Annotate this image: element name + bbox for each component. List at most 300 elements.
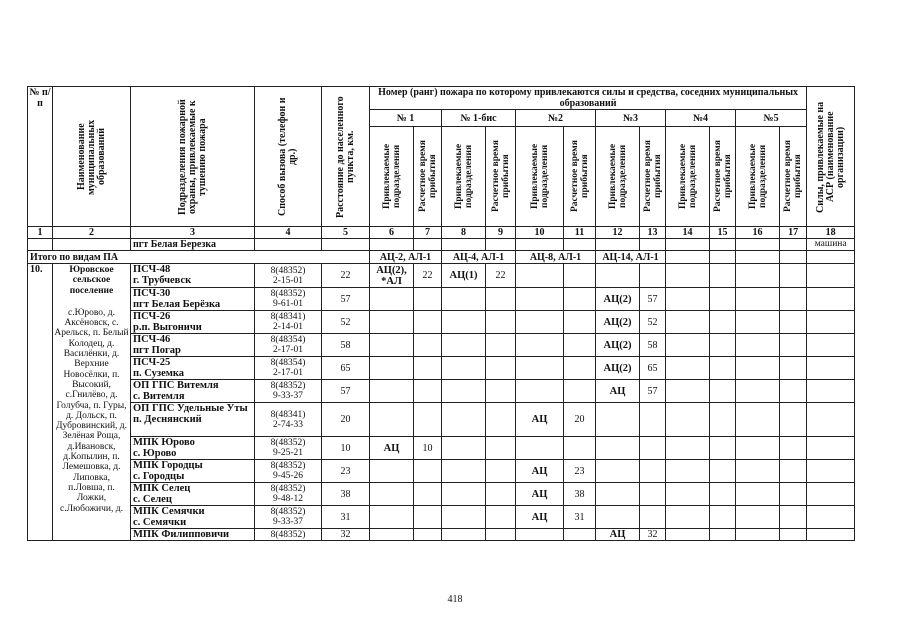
- table-row: [28, 529, 855, 541]
- distance-cell: 32: [322, 529, 370, 541]
- time-cell: [564, 311, 596, 334]
- phone-number: 2-15-01: [272, 275, 304, 286]
- time-cell: [414, 311, 442, 334]
- col-num: 11: [564, 227, 596, 239]
- empty-cell: [780, 311, 807, 334]
- time-cell: [564, 357, 596, 380]
- time-cell: [564, 437, 596, 460]
- sub-time-r5: Расчетное время прибытия: [780, 127, 807, 227]
- table-row: [28, 403, 855, 437]
- empty-cell: [666, 357, 710, 380]
- forces-cell: [807, 506, 855, 529]
- units-cell: АЦ: [516, 506, 564, 529]
- units-cell: АЦ(2): [596, 334, 640, 357]
- call-method-cell: [255, 403, 322, 437]
- units-cell: [370, 380, 414, 403]
- units-cell: АЦ: [596, 529, 640, 541]
- time-cell: 52: [640, 311, 666, 334]
- prev-forces: машина: [807, 239, 855, 251]
- units-cell: [370, 529, 414, 541]
- units-cell: [442, 334, 486, 357]
- unit-cell: [131, 380, 255, 403]
- empty-cell: [736, 334, 780, 357]
- phone-number: 9-61-01: [272, 299, 304, 309]
- time-cell: 58: [640, 334, 666, 357]
- empty-cell: [666, 380, 710, 403]
- col-num: 5: [322, 227, 370, 239]
- units-cell: [370, 334, 414, 357]
- empty-cell: [710, 288, 736, 311]
- units-cell: [516, 334, 564, 357]
- empty-cell: [710, 380, 736, 403]
- units-cell: [596, 483, 640, 506]
- col-num: 15: [710, 227, 736, 239]
- phone-code: 8(48352): [270, 438, 306, 448]
- call-method-cell: [255, 380, 322, 403]
- forces-cell: [807, 311, 855, 334]
- rank-2: №2: [516, 110, 596, 127]
- units-cell: [516, 529, 564, 541]
- forces-cell: [807, 460, 855, 483]
- time-cell: 38: [564, 483, 596, 506]
- units-cell: АЦ(1): [442, 264, 486, 288]
- unit-location: п. Суземка: [133, 368, 185, 379]
- units-cell: [596, 506, 640, 529]
- phone-code: 8(48352): [270, 381, 306, 391]
- col-num: 14: [666, 227, 710, 239]
- units-cell: [516, 264, 564, 288]
- unit-cell: [131, 311, 255, 334]
- unit-location: р.п. Выгоничи: [133, 322, 202, 333]
- time-cell: 20: [564, 403, 596, 437]
- phone-code: 8(48352): [270, 529, 306, 540]
- header-num: № п/п: [28, 87, 53, 227]
- call-method-cell: [255, 288, 322, 311]
- distance-cell: 52: [322, 311, 370, 334]
- units-cell: [442, 357, 486, 380]
- units-cell: АЦ: [516, 460, 564, 483]
- unit-name: МПК Городцы: [133, 460, 203, 471]
- time-cell: [486, 357, 516, 380]
- col-num: 13: [640, 227, 666, 239]
- unit-location: пгт Погар: [133, 345, 181, 356]
- empty-cell: [666, 483, 710, 506]
- forces-cell: [807, 357, 855, 380]
- phone-code: 8(48352): [270, 289, 306, 299]
- unit-name: ОП ГПС Удельные Уты: [133, 403, 248, 414]
- empty-cell: [780, 357, 807, 380]
- fire-rank-table: [27, 86, 855, 541]
- time-cell: [414, 288, 442, 311]
- header-rank-title: Номер (ранг) пожара по которому привлекаются силы и средства, соседних муниципальных образований: [370, 87, 807, 110]
- empty-cell: [780, 334, 807, 357]
- empty-cell: [736, 506, 780, 529]
- rank-3: №3: [596, 110, 666, 127]
- empty-cell: [736, 288, 780, 311]
- units-cell: [370, 403, 414, 437]
- units-cell: [442, 529, 486, 541]
- units-cell: АЦ: [596, 380, 640, 403]
- distance-cell: 65: [322, 357, 370, 380]
- empty-cell: [710, 460, 736, 483]
- sub-time-r4: Расчетное время прибытия: [710, 127, 736, 227]
- col-num: 1: [28, 227, 53, 239]
- empty-cell: [710, 437, 736, 460]
- phone-code: 8(48352): [270, 461, 306, 471]
- time-cell: 22: [414, 264, 442, 288]
- unit-location: с. Семячки: [133, 517, 187, 528]
- rank-5: №5: [736, 110, 807, 127]
- time-cell: [486, 403, 516, 437]
- phone-number: 2-17-01: [272, 368, 304, 378]
- call-method-cell: [255, 357, 322, 380]
- time-cell: [486, 460, 516, 483]
- empty-cell: [736, 380, 780, 403]
- units-cell: АЦ: [516, 483, 564, 506]
- forces-cell: [807, 403, 855, 437]
- totals-r2: АЦ-8, АЛ-1: [516, 251, 596, 264]
- sub-units-r3: Привлекаемые подразделения: [596, 127, 640, 227]
- phone-number: 9-45-26: [272, 471, 304, 481]
- table-row: [28, 506, 855, 529]
- call-method-cell: [255, 264, 322, 288]
- unit-cell: [131, 483, 255, 506]
- phone-code: 8(48341): [270, 312, 306, 322]
- totals-r3: АЦ-14, АЛ-1: [596, 251, 666, 264]
- time-cell: [564, 380, 596, 403]
- rank-4: №4: [666, 110, 736, 127]
- units-cell: [596, 460, 640, 483]
- totals-row: [28, 251, 855, 264]
- call-method-cell: [255, 460, 322, 483]
- empty-cell: [666, 506, 710, 529]
- forces-cell: [807, 264, 855, 288]
- empty-cell: [736, 264, 780, 288]
- sub-time-r2: Расчетное время прибытия: [564, 127, 596, 227]
- units-cell: АЦ(2): [596, 357, 640, 380]
- forces-cell: [807, 483, 855, 506]
- time-cell: 10: [414, 437, 442, 460]
- empty-cell: [666, 529, 710, 541]
- rank-1-bis: № 1-бис: [442, 110, 516, 127]
- table-row: [28, 264, 855, 288]
- header-call-method: Способ вызова (телефон и др.): [255, 87, 322, 227]
- empty-cell: [736, 311, 780, 334]
- distance-cell: 58: [322, 334, 370, 357]
- empty-cell: [666, 334, 710, 357]
- municipality-number: 10.: [28, 264, 53, 541]
- time-cell: 31: [564, 506, 596, 529]
- table-row: [28, 460, 855, 483]
- column-number-row: [28, 227, 855, 239]
- time-cell: [486, 311, 516, 334]
- unit-location: г. Трубчевск: [133, 275, 192, 286]
- empty-cell: [710, 529, 736, 541]
- empty-cell: [736, 483, 780, 506]
- col-num: 16: [736, 227, 780, 239]
- phone-number: 2-17-01: [272, 345, 304, 355]
- time-cell: 65: [640, 357, 666, 380]
- rank-1: № 1: [370, 110, 442, 127]
- sub-units-r2: Привлекаемые подразделения: [516, 127, 564, 227]
- empty-cell: [710, 311, 736, 334]
- table-row: [28, 437, 855, 460]
- empty-cell: [736, 529, 780, 541]
- empty-cell: [736, 357, 780, 380]
- time-cell: [640, 437, 666, 460]
- time-cell: [486, 506, 516, 529]
- time-cell: [414, 357, 442, 380]
- call-method-cell: [255, 437, 322, 460]
- totals-r1: АЦ-2, АЛ-1: [370, 251, 442, 264]
- empty-cell: [780, 460, 807, 483]
- units-cell: [516, 380, 564, 403]
- unit-cell: [131, 529, 255, 541]
- unit-name: МПК Юрово: [133, 437, 195, 448]
- empty-cell: [666, 403, 710, 437]
- units-cell: [516, 311, 564, 334]
- unit-name: ПСЧ-46: [133, 334, 171, 345]
- col-num: 6: [370, 227, 414, 239]
- sub-units-r1: Привлекаемые подразделения: [370, 127, 414, 227]
- header-forces: Силы, привлекаемые на АСР (наименование организации): [807, 87, 855, 227]
- time-cell: 22: [486, 264, 516, 288]
- empty-cell: [780, 264, 807, 288]
- col-num: 12: [596, 227, 640, 239]
- empty-cell: [710, 357, 736, 380]
- time-cell: [414, 334, 442, 357]
- col-num: 2: [53, 227, 131, 239]
- empty-cell: [736, 437, 780, 460]
- time-cell: [564, 288, 596, 311]
- unit-name: ПСЧ-26: [133, 311, 171, 322]
- unit-name: ПСЧ-25: [133, 357, 171, 368]
- unit-cell: [131, 403, 255, 437]
- time-cell: 57: [640, 288, 666, 311]
- phone-code: 8(48352): [270, 507, 306, 517]
- time-cell: [414, 460, 442, 483]
- empty-cell: [666, 437, 710, 460]
- municipality-name: Юровское сельское поселение: [69, 265, 114, 296]
- units-cell: [516, 288, 564, 311]
- col-num: 10: [516, 227, 564, 239]
- col-num: 3: [131, 227, 255, 239]
- distance-cell: 23: [322, 460, 370, 483]
- col-num: 8: [442, 227, 486, 239]
- sub-time-r3: Расчетное время прибытия: [640, 127, 666, 227]
- empty-cell: [666, 264, 710, 288]
- municipality-settlements: с.Юрово, д. Аксёновск, с. Арельск, п. Белый Колодец, д. Василёнки, д. Верхние Новосёлки, п. Высокий, с.Гнилёво, д. Голубча, п. Гуры, д. Дольск, п. Дубровинский, д. Зелёная Роща, д.Ивановск, д.Копылин, п. Лемешовка, д. Липовка, п.Ловша, п. Ложки, с.Любожичи, д.: [54, 307, 129, 514]
- empty-cell: [780, 380, 807, 403]
- units-cell: [370, 311, 414, 334]
- header-unit: Подразделения пожарной охраны, привлекаемые к тушению пожара: [131, 87, 255, 227]
- call-method-cell: [255, 334, 322, 357]
- empty-cell: [666, 288, 710, 311]
- distance-cell: 10: [322, 437, 370, 460]
- col-num: 17: [780, 227, 807, 239]
- empty-cell: [780, 403, 807, 437]
- phone-number: 2-74-33: [272, 419, 304, 430]
- units-cell: [442, 380, 486, 403]
- unit-location: с. Витемля: [133, 391, 185, 402]
- unit-cell: [131, 334, 255, 357]
- unit-name: ПСЧ-48: [133, 264, 171, 275]
- distance-cell: 31: [322, 506, 370, 529]
- time-cell: [486, 483, 516, 506]
- unit-location: п. Деснянский: [133, 414, 202, 425]
- units-cell: АЦ(2): [596, 311, 640, 334]
- prev-unit: пгт Белая Березка: [131, 239, 255, 251]
- units-cell: [596, 437, 640, 460]
- empty-cell: [666, 311, 710, 334]
- sub-units-r5: Привлекаемые подразделения: [736, 127, 780, 227]
- phone-code: 8(48352): [270, 484, 306, 494]
- empty-cell: [710, 483, 736, 506]
- call-method-cell: [255, 311, 322, 334]
- units-cell: [596, 403, 640, 437]
- phone-code: 8(48341): [270, 409, 306, 420]
- empty-cell: [710, 334, 736, 357]
- time-cell: [414, 483, 442, 506]
- time-cell: [486, 437, 516, 460]
- forces-cell: [807, 288, 855, 311]
- forces-cell: [807, 334, 855, 357]
- sub-time-r1: Расчетное время прибытия: [414, 127, 442, 227]
- unit-cell: [131, 264, 255, 288]
- phone-code: 8(48352): [270, 265, 306, 276]
- units-cell: [442, 437, 486, 460]
- unit-location: пгт Белая Берёзка: [133, 299, 221, 310]
- units-cell: [442, 483, 486, 506]
- distance-cell: 57: [322, 380, 370, 403]
- time-cell: [486, 529, 516, 541]
- sub-units-r4: Привлекаемые подразделения: [666, 127, 710, 227]
- phone-code: 8(48354): [270, 335, 306, 345]
- header-distance: Расстояние до населенного пункта, км.: [322, 87, 370, 227]
- unit-cell: [131, 437, 255, 460]
- table-row: [28, 380, 855, 403]
- call-method-cell: [255, 483, 322, 506]
- col-num: 4: [255, 227, 322, 239]
- phone-number: 9-48-12: [272, 494, 304, 504]
- col-num: 9: [486, 227, 516, 239]
- time-cell: 32: [640, 529, 666, 541]
- page-number: 418: [447, 594, 463, 605]
- unit-name: МПК Селец: [133, 483, 191, 494]
- units-cell: [516, 357, 564, 380]
- units-cell: АЦ(2), *АЛ: [370, 264, 414, 288]
- time-cell: [564, 264, 596, 288]
- unit-name: МПК Филипповичи: [133, 529, 230, 540]
- unit-name: ОП ГПС Витемля: [133, 380, 219, 391]
- totals-r1bis: АЦ-4, АЛ-1: [442, 251, 516, 264]
- unit-location: с. Юрово: [133, 448, 177, 459]
- empty-cell: [710, 506, 736, 529]
- time-cell: [640, 506, 666, 529]
- units-cell: [516, 437, 564, 460]
- distance-cell: 20: [322, 403, 370, 437]
- unit-cell: [131, 288, 255, 311]
- units-cell: [442, 288, 486, 311]
- table-row: [28, 288, 855, 311]
- phone-number: 9-33-37: [272, 517, 304, 527]
- unit-location: с. Городцы: [133, 471, 185, 482]
- table-row: [28, 311, 855, 334]
- units-cell: [442, 506, 486, 529]
- call-method-cell: [255, 529, 322, 541]
- sub-units-r1bis: Привлекаемые подразделения: [442, 127, 486, 227]
- fire-rank-table-sheet: [27, 86, 854, 541]
- time-cell: [564, 529, 596, 541]
- unit-cell: [131, 357, 255, 380]
- time-cell: [414, 529, 442, 541]
- sub-time-r1bis: Расчетное время прибытия: [486, 127, 516, 227]
- time-cell: 23: [564, 460, 596, 483]
- empty-cell: [666, 460, 710, 483]
- time-cell: [640, 403, 666, 437]
- phone-number: 2-14-01: [272, 322, 304, 332]
- empty-cell: [736, 460, 780, 483]
- empty-cell: [736, 403, 780, 437]
- empty-cell: [780, 288, 807, 311]
- municipality-cell: [53, 264, 131, 541]
- forces-cell: [807, 380, 855, 403]
- units-cell: [370, 357, 414, 380]
- phone-number: 9-33-37: [272, 391, 304, 401]
- units-cell: [370, 288, 414, 311]
- distance-cell: 57: [322, 288, 370, 311]
- forces-cell: [807, 529, 855, 541]
- forces-cell: [807, 437, 855, 460]
- units-cell: [442, 460, 486, 483]
- previous-row: [28, 239, 855, 251]
- col-num: 18: [807, 227, 855, 239]
- time-cell: [414, 380, 442, 403]
- phone-number: 9-25-21: [272, 448, 304, 458]
- phone-code: 8(48354): [270, 358, 306, 368]
- col-num: 7: [414, 227, 442, 239]
- time-cell: [486, 288, 516, 311]
- units-cell: АЦ: [370, 437, 414, 460]
- empty-cell: [780, 437, 807, 460]
- time-cell: [414, 506, 442, 529]
- time-cell: [640, 264, 666, 288]
- time-cell: [414, 403, 442, 437]
- empty-cell: [780, 529, 807, 541]
- units-cell: [442, 403, 486, 437]
- unit-location: с. Селец: [133, 494, 172, 505]
- empty-cell: [710, 403, 736, 437]
- totals-label: Итого по видам ПА: [28, 251, 370, 264]
- empty-cell: [710, 264, 736, 288]
- time-cell: [640, 483, 666, 506]
- time-cell: [486, 380, 516, 403]
- units-cell: [370, 483, 414, 506]
- time-cell: [640, 460, 666, 483]
- time-cell: [486, 334, 516, 357]
- empty-cell: [780, 483, 807, 506]
- units-cell: [370, 506, 414, 529]
- table-row: [28, 483, 855, 506]
- unit-cell: [131, 506, 255, 529]
- units-cell: [442, 311, 486, 334]
- table-row: [28, 334, 855, 357]
- units-cell: АЦ(2): [596, 288, 640, 311]
- unit-cell: [131, 460, 255, 483]
- unit-name: МПК Семячки: [133, 506, 205, 517]
- call-method-cell: [255, 506, 322, 529]
- header-municipality: Наименование муниципальных образований: [53, 87, 131, 227]
